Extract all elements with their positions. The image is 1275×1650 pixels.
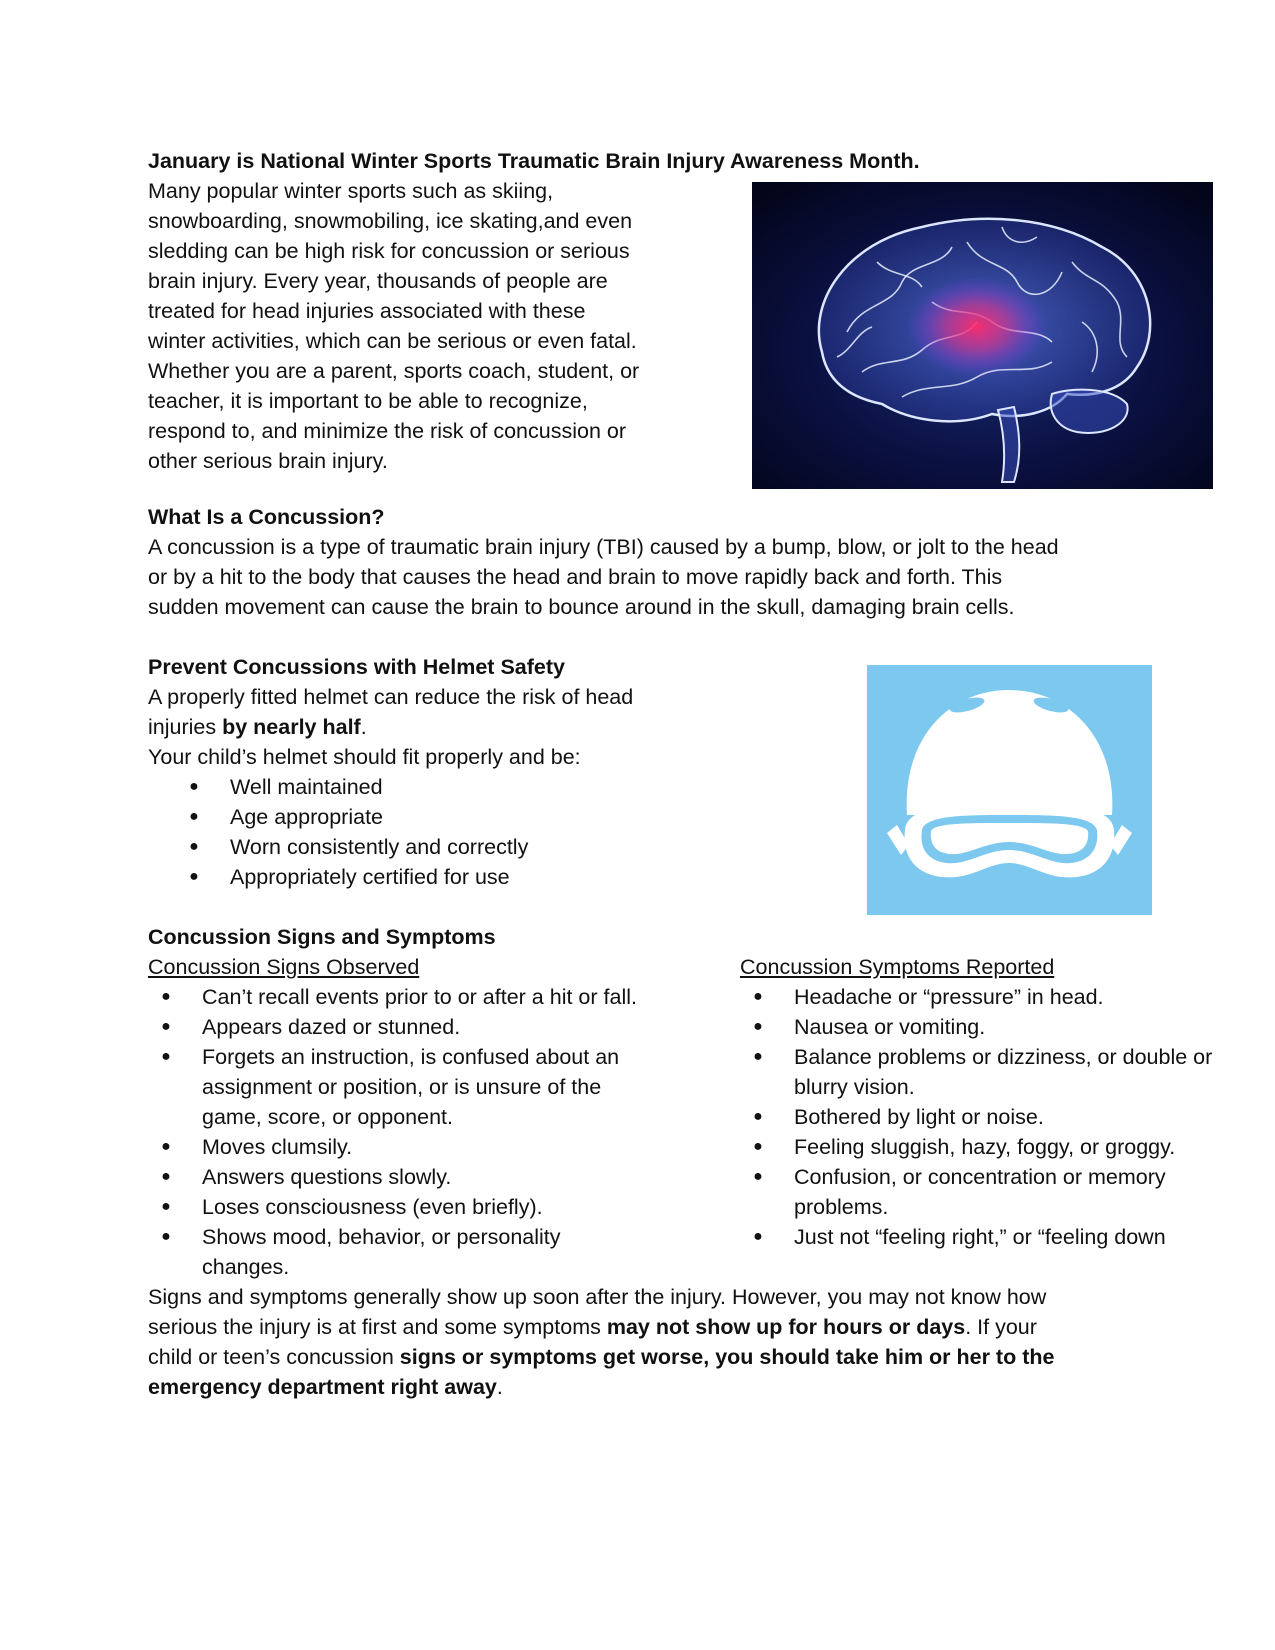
ski-helmet-goggles-icon: [867, 665, 1152, 915]
observed-list: [156, 982, 637, 1282]
intro-heading: January is National Winter Sports Traumatic Brain Injury Awareness Month.: [148, 149, 920, 173]
list-item: ● Nausea or vomiting.: [753, 1015, 986, 1039]
list-item: ● Bothered by light or noise.: [753, 1105, 1044, 1129]
observed-heading: Concussion Signs Observed: [148, 955, 420, 979]
what-is-line: or by a hit to the body that causes the head and brain to move rapidly back and forth. This: [148, 565, 1003, 589]
what-is-heading: What Is a Concussion?: [148, 505, 385, 529]
intro-line: treated for head injuries associated with these: [148, 299, 586, 323]
intro-line: snowboarding, snowmobiling, ice skating,and even: [148, 209, 633, 233]
closing-line-3: child or teen’s concussion signs or symptoms get worse, you should take him or her to the: [148, 1345, 1055, 1369]
reported-list: [748, 982, 1212, 1252]
intro-paragraph: [148, 176, 639, 476]
list-item: ● Forgets an instruction, is confused about an assignment or position, or is unsure of the game, score, or opponent.: [161, 1045, 620, 1129]
intro-line: sledding can be high risk for concussion or serious: [148, 239, 630, 263]
closing-line-4: emergency department right away.: [148, 1375, 503, 1399]
list-item: ● Headache or “pressure” in head.: [753, 985, 1104, 1009]
intro-line: respond to, and minimize the risk of concussion or: [148, 419, 627, 443]
closing-line-2: serious the injury is at first and some symptoms may not show up for hours or days. If your: [148, 1315, 1037, 1339]
helmet-line-2-post: .: [360, 715, 367, 739]
helmet-heading: Prevent Concussions with Helmet Safety: [148, 655, 565, 679]
list-item: ● Loses consciousness (even briefly).: [161, 1195, 543, 1219]
list-item: ● Balance problems or dizziness, or double or blurry vision.: [753, 1045, 1213, 1099]
signs-heading: Concussion Signs and Symptoms: [148, 925, 496, 949]
list-item: ● Appears dazed or stunned.: [161, 1015, 461, 1039]
helmet-line-2-pre: injuries: [148, 715, 223, 739]
list-item: ● Just not “feeling right,” or “feeling down: [753, 1225, 1166, 1249]
helmet-bullet-list: [184, 772, 528, 892]
what-is-paragraph: [148, 532, 1059, 622]
intro-line: winter activities, which can be serious or even fatal.: [148, 329, 637, 353]
closing-line-1: Signs and symptoms generally show up soon after the injury. However, you may not know how: [148, 1285, 1047, 1309]
list-item: ● Well maintained: [189, 775, 383, 799]
intro-line: Many popular winter sports such as skiing,: [148, 179, 554, 203]
list-item: ● Age appropriate: [189, 805, 383, 829]
helmet-line-3: Your child’s helmet should fit properly and be:: [148, 745, 581, 769]
intro-line: teacher, it is important to be able to recognize,: [148, 389, 588, 413]
intro-line: other serious brain injury.: [148, 449, 388, 473]
what-is-line: sudden movement can cause the brain to bounce around in the skull, damaging brain cells.: [148, 595, 1015, 619]
list-item: ● Can’t recall events prior to or after a hit or fall.: [161, 985, 637, 1009]
brain-illustration-icon: [752, 182, 1213, 489]
helmet-line-2-bold: by nearly half: [222, 715, 361, 739]
list-item: ● Appropriately certified for use: [189, 865, 510, 889]
intro-line: Whether you are a parent, sports coach, student, or: [148, 359, 640, 383]
list-item: ● Confusion, or concentration or memory problems.: [753, 1165, 1166, 1219]
list-item: ● Worn consistently and correctly: [189, 835, 529, 859]
list-item: ● Feeling sluggish, hazy, foggy, or groggy.: [753, 1135, 1176, 1159]
list-item: ● Moves clumsily.: [161, 1135, 353, 1159]
helmet-line-2: [148, 712, 367, 742]
list-item: ● Shows mood, behavior, or personality changes.: [161, 1225, 561, 1279]
helmet-line-1: A properly fitted helmet can reduce the risk of head: [148, 685, 634, 709]
reported-heading: Concussion Symptoms Reported: [740, 955, 1055, 979]
intro-line: brain injury. Every year, thousands of people are: [148, 269, 608, 293]
what-is-line: A concussion is a type of traumatic brain injury (TBI) caused by a bump, blow, or jolt to the head: [148, 535, 1059, 559]
list-item: ● Answers questions slowly.: [161, 1165, 452, 1189]
